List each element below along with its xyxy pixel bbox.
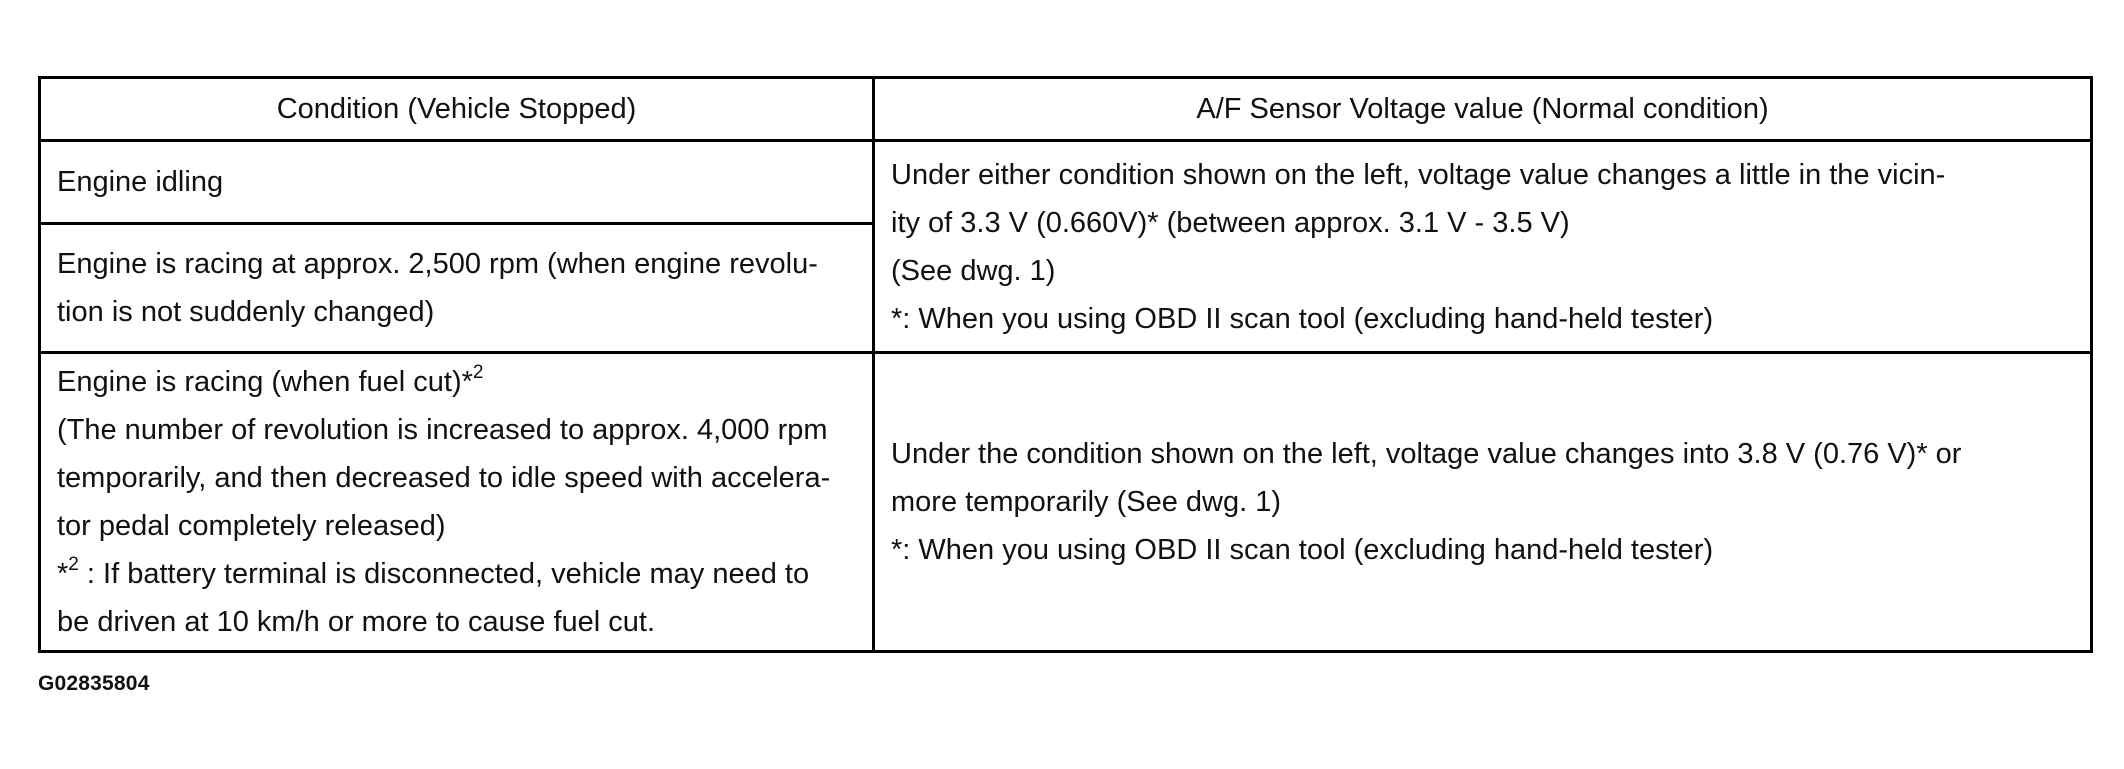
condition-title: Engine is racing (when fuel cut)* — [57, 366, 473, 398]
footnote-text-line — [57, 550, 856, 598]
condition-text-line: temporarily, and then decreased to idle speed with accelera- — [57, 462, 831, 494]
table-header-row — [40, 78, 2092, 141]
condition-text-line: Engine is racing at approx. 2,500 rpm (when engine revolu- — [57, 248, 818, 280]
footnote-prefix: * — [57, 558, 69, 590]
table-row — [40, 353, 2092, 652]
cell-voltage-fuel-cut — [874, 353, 2092, 652]
voltage-text-line: *: When you using OBD II scan tool (excluding hand-held tester) — [891, 534, 1714, 566]
condition-text-line: tion is not suddenly changed) — [57, 296, 435, 328]
voltage-text-line: Under the condition shown on the left, voltage value changes into 3.8 V (0.76 V)* or — [891, 438, 1962, 470]
voltage-text-line: ity of 3.3 V (0.660V)* (between approx. 3.1 V - 3.5 V) — [891, 206, 1570, 239]
header-voltage: A/F Sensor Voltage value (Normal condition) — [874, 78, 2092, 141]
footnote-mark: 2 — [472, 362, 484, 384]
condition-text-line: tor pedal completely released) — [57, 510, 446, 542]
footnote-mark: 2 — [68, 554, 79, 576]
voltage-text-line: Under either condition shown on the left, voltage value changes a little in the vicin- — [891, 158, 1946, 191]
table-row — [40, 141, 2092, 224]
voltage-text-line: (See dwg. 1) — [891, 254, 1056, 287]
condition-text-line — [57, 358, 856, 406]
cell-condition-fuel-cut — [40, 353, 874, 652]
figure-code: G02835804 — [38, 672, 150, 695]
footnote-text-line: be driven at 10 km/h or more to cause fuel cut. — [57, 606, 656, 638]
cell-condition-idle: Engine idling — [40, 141, 874, 224]
voltage-text-line: *: When you using OBD II scan tool (excluding hand-held tester) — [891, 302, 1714, 335]
header-condition: Condition (Vehicle Stopped) — [40, 78, 874, 141]
footnote-text: : If battery terminal is disconnected, vehicle may need to — [78, 558, 810, 590]
voltage-text-line: more temporarily (See dwg. 1) — [891, 486, 1282, 518]
condition-text-line: (The number of revolution is increased to approx. 4,000 rpm — [57, 414, 828, 446]
cell-condition-race-2500 — [40, 224, 874, 353]
condition-voltage-table — [38, 76, 2093, 653]
cell-voltage-group1 — [874, 141, 2092, 353]
